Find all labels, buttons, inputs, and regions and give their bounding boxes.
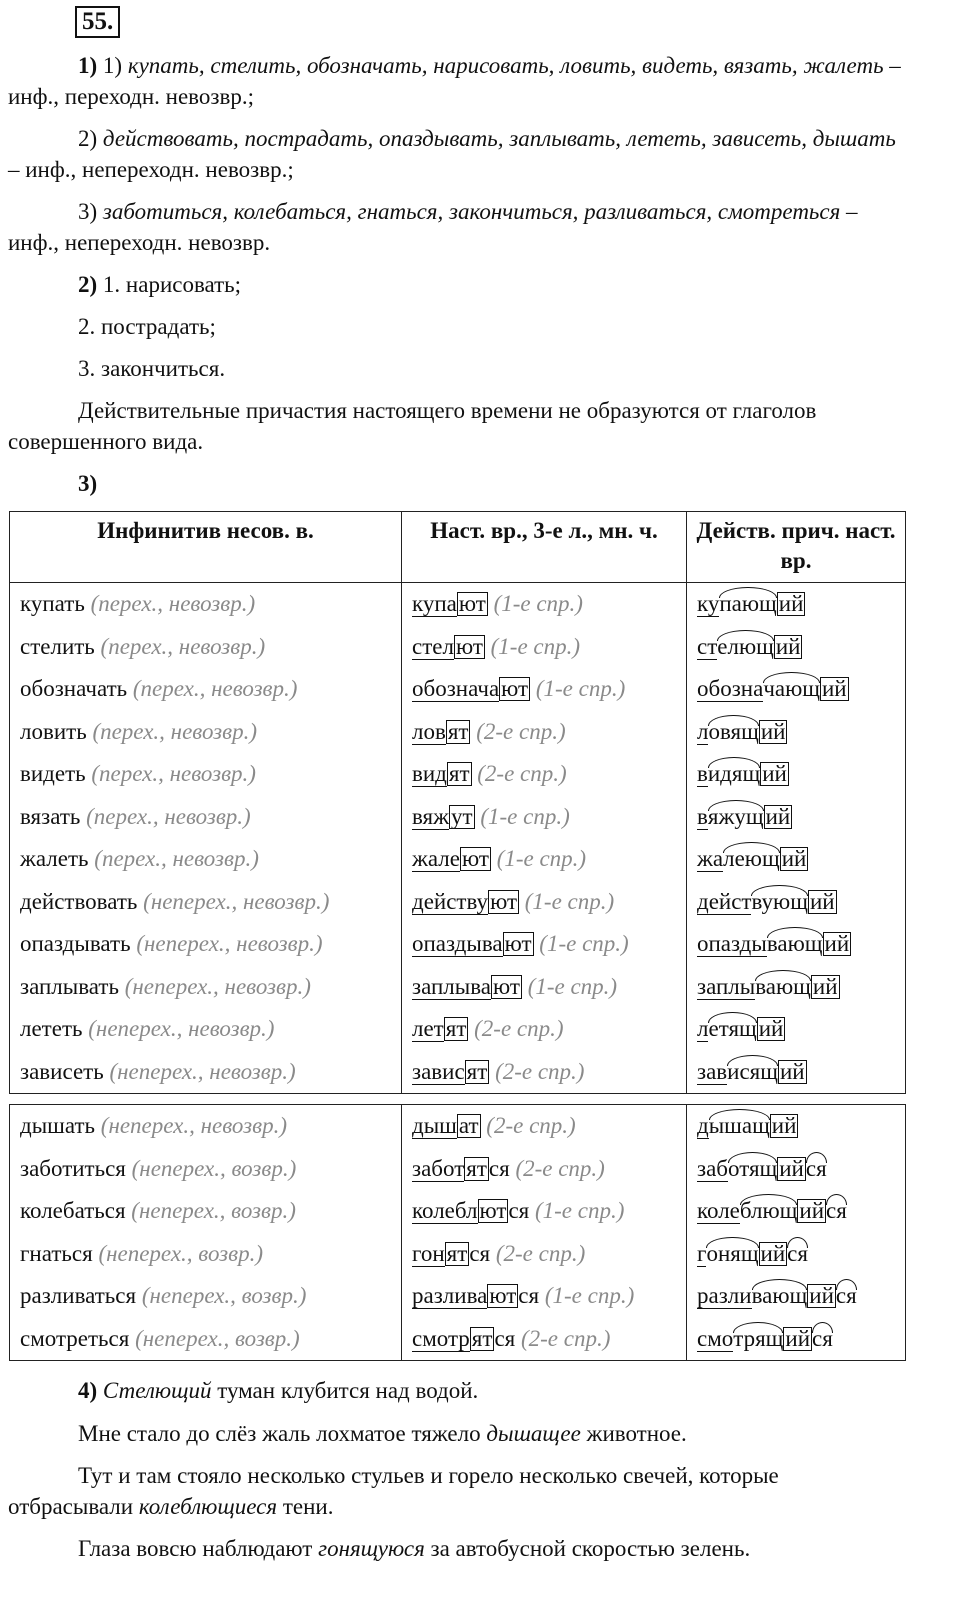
stem-part: дейст <box>697 888 752 914</box>
sentence-before: Тут и там стояло несколько стульев и горело несколько свечей, которые отбрасывали <box>8 1463 779 1519</box>
table-row-infinitive <box>20 966 401 1009</box>
sentence-participle: колеблющиеся <box>138 1494 278 1519</box>
present-form <box>412 889 519 914</box>
table-row-infinitive <box>20 1105 401 1148</box>
stem-part: л <box>697 718 709 744</box>
grammar-note: (перех., невозвр.) <box>90 591 256 616</box>
table-row-infinitive <box>20 1008 401 1051</box>
table-row-present <box>412 711 686 754</box>
present-form <box>412 761 472 786</box>
table-header-row <box>10 512 906 583</box>
grammar-note: (неперех., возвр.) <box>131 1155 297 1181</box>
postfix-arc: ся <box>787 1233 808 1276</box>
ending-box: ий <box>779 1058 805 1084</box>
stem-part: жа <box>697 846 724 871</box>
stem-part: опазды <box>697 931 767 956</box>
ending-box: ат <box>458 1113 479 1138</box>
table-row-present <box>412 1008 686 1051</box>
infinitive-word: ловить <box>20 718 87 744</box>
participle-form <box>697 1113 798 1138</box>
present-form <box>412 804 475 829</box>
suffix-arc: вающ <box>767 923 823 966</box>
table-row-infinitive <box>20 1275 401 1318</box>
conjugation-note: (2-е спр.) <box>474 1016 564 1041</box>
conjugation-note: (1-е спр.) <box>524 888 615 914</box>
postfix-arc: ся <box>836 1275 857 1318</box>
present-form <box>412 846 491 871</box>
ending-box: ят <box>447 718 469 744</box>
table-row-infinitive <box>20 1051 401 1094</box>
table-row-infinitive <box>20 583 401 626</box>
table-row-participle <box>697 838 905 881</box>
postfix-part: ся <box>508 1198 530 1223</box>
header-participle: Действ. прич. наст. вр. <box>687 512 906 583</box>
grammar-note: (перех., невозвр.) <box>100 633 266 659</box>
postfix-part: ся <box>469 1240 491 1266</box>
participle-form <box>697 676 849 701</box>
sentence-after: за автобусной скоростью зелень. <box>424 1536 751 1561</box>
present-form <box>412 634 485 659</box>
infinitive-word: колебаться <box>20 1198 126 1223</box>
table-row-participle <box>697 966 905 1009</box>
participle-form <box>697 889 837 914</box>
conjugation-note: (2-е спр.) <box>477 761 567 786</box>
header-infinitive: Инфинитив несов. в. <box>10 512 402 583</box>
stem-part: заб <box>697 1155 728 1181</box>
table-row-participle <box>697 881 905 924</box>
sentence-before: Мне стало до слёз жаль лохматое тяжело <box>78 1421 487 1446</box>
stem-part: в <box>697 803 708 829</box>
infinitive-word: опаздывать <box>20 931 131 956</box>
ending-box: ят <box>446 1240 468 1266</box>
stem-part: обозна <box>697 676 764 701</box>
table-row-participle <box>697 1318 905 1361</box>
table-row-present <box>412 923 686 966</box>
stem-part: вяж <box>412 803 450 829</box>
stem-part: жале <box>412 846 460 871</box>
ending-box: ий <box>760 1240 786 1266</box>
participle-form <box>697 1059 807 1084</box>
infinitive-word: заплывать <box>20 973 119 999</box>
table-row-infinitive <box>20 668 401 711</box>
table-row-participle <box>697 1233 905 1276</box>
table-row-participle <box>697 1105 905 1148</box>
suffix-arc: ышащ <box>709 1105 770 1148</box>
sentence-before: Глаза вовсю наблюдают <box>78 1536 319 1561</box>
part2-item3 <box>8 353 908 384</box>
stem-part: ку <box>697 591 720 616</box>
ending-box: ий <box>771 1113 797 1138</box>
stem-part: заплы <box>697 973 756 999</box>
suffix-arc: пающ <box>719 583 776 626</box>
conjugation-note: (1-е спр.) <box>539 931 629 956</box>
present-form <box>412 1198 529 1223</box>
stem-part: л <box>697 1016 709 1041</box>
part1-label: 1) <box>78 53 98 78</box>
part4-sentence4 <box>8 1533 908 1564</box>
postfix-part: ся <box>518 1283 540 1308</box>
ending-box: ют <box>490 888 517 914</box>
participle-form <box>697 1241 808 1266</box>
part3-label: 3) <box>78 471 98 496</box>
grammar-note: (неперех., невозвр.) <box>100 1113 287 1138</box>
table-row-infinitive <box>20 838 401 881</box>
suffix-arc: чающ <box>763 668 820 711</box>
stem-part: смотр <box>412 1325 470 1351</box>
part2-item: 3. закончиться. <box>78 356 226 381</box>
present-column <box>402 1105 687 1361</box>
sentence-participle: гонящуюся <box>318 1536 425 1561</box>
infinitive-word: зависеть <box>20 1058 104 1084</box>
table-row-infinitive <box>20 1233 401 1276</box>
ending-box: ий <box>762 761 787 786</box>
group-note: – инф., непереходн. невозвр.; <box>8 157 294 182</box>
table-row-present <box>412 1105 686 1148</box>
ending-box: ют <box>455 633 483 659</box>
infinitive-word: стелить <box>20 633 95 659</box>
ending-box: ют <box>504 931 532 956</box>
present-form <box>412 931 534 956</box>
infinitive-word: разливаться <box>20 1283 137 1308</box>
group-note: – инф., непереходн. невозвр. <box>8 199 858 255</box>
present-form <box>412 719 470 744</box>
table-row-participle <box>697 1051 905 1094</box>
part2-conclusion: Действительные причастия настоящего времени не образуются от глаголов совершенного вида. <box>8 398 817 454</box>
suffix-arc: овящ <box>708 711 758 754</box>
postfix-part: ся <box>494 1325 516 1351</box>
infinitive-word: лететь <box>20 1016 83 1041</box>
ending-box: ят <box>445 1016 467 1041</box>
ending-box: ют <box>501 676 529 701</box>
conjugation-note: (1-е спр.) <box>490 633 581 659</box>
stem-part: смо <box>697 1325 734 1351</box>
ending-box: ют <box>458 591 486 616</box>
participle-form <box>697 846 808 871</box>
conjugation-note: (2-е спр.) <box>476 718 566 744</box>
stem-part: завис <box>412 1058 465 1084</box>
conjugation-note: (2-е спр.) <box>520 1325 611 1351</box>
table-row-present <box>412 1051 686 1094</box>
suffix-arc: леющ <box>723 838 780 881</box>
ending-box: ий <box>812 973 838 999</box>
suffix-arc: исящ <box>727 1051 778 1094</box>
grammar-note: (неперех., невозвр.) <box>124 973 311 999</box>
ending-box: ий <box>779 1155 804 1181</box>
table-row-infinitive <box>20 1148 401 1191</box>
stem-part: лов <box>412 718 446 744</box>
suffix-arc: отящ <box>728 1148 777 1191</box>
table-row-present <box>412 796 686 839</box>
infinitive-word: вязать <box>20 803 81 829</box>
table-row-participle <box>697 1275 905 1318</box>
table-row-infinitive <box>20 796 401 839</box>
stem-part: заплыва <box>412 973 491 999</box>
present-column <box>402 583 687 1094</box>
present-form <box>412 974 522 999</box>
conjugation-note: (1-е спр.) <box>535 676 626 701</box>
part4-sentence3 <box>8 1460 908 1522</box>
infinitive-column <box>10 583 402 1094</box>
table-row-present <box>412 753 686 796</box>
table-row-infinitive <box>20 711 401 754</box>
suffix-arc: блющ <box>740 1190 798 1233</box>
participle-form <box>697 719 787 744</box>
table-row-infinitive <box>20 881 401 924</box>
table-row-infinitive <box>20 1190 401 1233</box>
infinitive-word: заботиться <box>20 1155 126 1181</box>
table-row-present <box>412 1233 686 1276</box>
part4-sentence1 <box>8 1375 908 1406</box>
group-verbs: заботиться, колебаться, гнаться, закончиться, разливаться, смотреться <box>102 199 841 224</box>
postfix-arc: ся <box>806 1148 827 1191</box>
ending-box: ий <box>758 1016 784 1041</box>
table-row-infinitive <box>20 923 401 966</box>
conjugation-table-2 <box>9 1104 906 1361</box>
table-row-present <box>412 1190 686 1233</box>
ending-box: ий <box>809 1283 834 1308</box>
stem-part: опаздыва <box>412 931 503 956</box>
grammar-note: (неперех., возвр.) <box>141 1283 307 1308</box>
ending-box: ий <box>799 1198 825 1223</box>
table-row-present <box>412 1318 686 1361</box>
group-note: – инф., переходн. невозвр.; <box>8 53 901 109</box>
part2-item2 <box>8 311 908 342</box>
stem-part: в <box>697 761 708 786</box>
sentence-participle: Стелющий <box>102 1378 212 1403</box>
suffix-arc: идящ <box>708 753 760 796</box>
table-row-present <box>412 668 686 711</box>
present-form <box>412 676 530 701</box>
grammar-note: (неперех., невозвр.) <box>143 888 330 914</box>
participle-form <box>697 591 805 616</box>
conjugation-note: (1-е спр.) <box>496 846 587 871</box>
infinitive-column <box>10 1105 402 1361</box>
conjugation-note: (2-е спр.) <box>495 1058 585 1084</box>
ending-box: ют <box>489 1283 517 1308</box>
ending-box: ут <box>451 803 473 829</box>
ending-box: ят <box>466 1058 488 1084</box>
participle-form <box>697 1156 827 1181</box>
table-row-infinitive <box>20 1318 401 1361</box>
present-form <box>412 1059 489 1084</box>
table-row-participle <box>697 1008 905 1051</box>
grammar-note: (неперех., невозвр.) <box>88 1016 275 1041</box>
table-row-present <box>412 1148 686 1191</box>
ending-box: ий <box>765 803 791 829</box>
part1-group3 <box>8 196 908 258</box>
exercise-number: 55. <box>75 6 120 38</box>
stem-part: купа <box>412 591 457 616</box>
table-row-participle <box>697 626 905 669</box>
grammar-note: (неперех., возвр.) <box>131 1198 296 1223</box>
suffix-arc: вующ <box>751 881 807 924</box>
participle-form <box>697 1326 833 1351</box>
group-verbs: купать, стелить, обозначать, нарисовать, ловить, видеть, вязать, жалеть <box>127 53 884 78</box>
stem-part: г <box>697 1240 707 1266</box>
sentence-after: туман клубится над водой. <box>211 1378 479 1403</box>
part1-group1 <box>8 50 908 112</box>
ending-box: ий <box>760 718 786 744</box>
present-form <box>412 1156 510 1181</box>
present-form <box>412 1283 539 1308</box>
table-row-participle <box>697 796 905 839</box>
stem-part: зав <box>697 1058 728 1084</box>
participle-form <box>697 1198 847 1223</box>
header-present: Наст. вр., 3-е л., мн. ч. <box>402 512 687 583</box>
table-row-present <box>412 966 686 1009</box>
grammar-note: (перех., невозвр.) <box>94 846 259 871</box>
participle-form <box>697 804 792 829</box>
participle-form <box>697 634 802 659</box>
table-row-participle <box>697 1148 905 1191</box>
group-number: 1) <box>102 53 123 78</box>
table-row-participle <box>697 583 905 626</box>
participle-form <box>697 1283 857 1308</box>
conjugation-table-1 <box>9 511 906 1094</box>
present-form <box>412 591 488 616</box>
participle-form <box>697 761 789 786</box>
table-row-present <box>412 838 686 881</box>
table-row-participle <box>697 1190 905 1233</box>
ending-box: ят <box>471 1325 493 1351</box>
ending-box: ий <box>785 1325 811 1351</box>
ending-box: ют <box>462 846 489 871</box>
participle-form <box>697 931 851 956</box>
part2-label: 2) <box>78 272 98 297</box>
table-row-participle <box>697 753 905 796</box>
conjugation-note: (1-е спр.) <box>527 973 618 999</box>
table-row-infinitive <box>20 753 401 796</box>
ending-box: ий <box>775 633 801 659</box>
infinitive-word: гнаться <box>20 1240 93 1266</box>
ending-box: ий <box>824 931 850 956</box>
stem-part: коле <box>697 1198 740 1223</box>
stem-part: разли <box>697 1283 752 1308</box>
infinitive-word: смотреться <box>20 1325 130 1351</box>
part4-sentence2 <box>8 1418 908 1449</box>
table-row-present <box>412 881 686 924</box>
stem-part: забот <box>412 1155 465 1181</box>
grammar-note: (перех., невозвр.) <box>86 803 251 829</box>
present-form <box>412 1241 490 1266</box>
sentence-participle: дышащее <box>486 1421 581 1446</box>
grammar-note: (неперех., возвр.) <box>98 1240 264 1266</box>
grammar-note: (перех., невозвр.) <box>91 761 256 786</box>
present-form <box>412 1016 468 1041</box>
present-form <box>412 1326 515 1351</box>
participle-column <box>687 1105 906 1361</box>
part4-label: 4) <box>78 1378 98 1403</box>
table-row-present <box>412 1275 686 1318</box>
suffix-arc: вающ <box>752 1275 808 1318</box>
postfix-part: ся <box>488 1155 510 1181</box>
part2-item: 1. нарисовать; <box>102 272 242 297</box>
suffix-arc: трящ <box>733 1318 783 1361</box>
group-number: 2) <box>78 126 98 151</box>
table-row-participle <box>697 923 905 966</box>
infinitive-word: купать <box>20 591 85 616</box>
table-row-participle <box>697 711 905 754</box>
grammar-note: (неперех., невозвр.) <box>136 931 323 956</box>
group-verbs: действовать, пострадать, опаздывать, заплывать, лететь, зависеть, дышать <box>102 126 896 151</box>
conjugation-note: (2-е спр.) <box>486 1113 576 1138</box>
table-row-participle <box>697 668 905 711</box>
grammar-note: (неперех., возвр.) <box>135 1325 300 1351</box>
infinitive-word: видеть <box>20 761 86 786</box>
grammar-note: (перех., невозвр.) <box>132 676 298 701</box>
infinitive-word: жалеть <box>20 846 89 871</box>
suffix-arc: вающ <box>755 966 811 1009</box>
ending-box: ют <box>493 973 520 999</box>
participle-column <box>687 583 906 1094</box>
stem-part: колебл <box>412 1198 478 1223</box>
stem-part: дыш <box>412 1113 457 1138</box>
infinitive-word: действовать <box>20 888 138 914</box>
part1-group2 <box>8 123 908 185</box>
stem-part: разлива <box>412 1283 488 1308</box>
stem-part: вид <box>412 761 447 786</box>
stem-part: гон <box>412 1240 445 1266</box>
conjugation-note: (2-е спр.) <box>515 1155 605 1181</box>
stem-part: обознача <box>412 676 500 701</box>
suffix-arc: яжущ <box>708 796 764 839</box>
grammar-note: (неперех., невозвр.) <box>109 1058 296 1084</box>
participle-form <box>697 974 840 999</box>
postfix-arc: ся <box>812 1318 833 1361</box>
ending-box: ят <box>466 1155 487 1181</box>
postfix-arc: ся <box>826 1190 847 1233</box>
group-number: 3) <box>78 199 98 224</box>
suffix-arc: елющ <box>717 626 774 669</box>
grammar-note: (перех., невозвр.) <box>92 718 258 744</box>
stem-part: стел <box>412 633 454 659</box>
participle-form <box>697 1016 785 1041</box>
ending-box: ий <box>781 846 807 871</box>
stem-part: д <box>697 1113 709 1138</box>
ending-box: ят <box>448 761 470 786</box>
ending-box: ий <box>778 591 804 616</box>
sentence-after: животное. <box>580 1421 687 1446</box>
table-row-present <box>412 583 686 626</box>
stem-part: ст <box>697 633 718 659</box>
present-form <box>412 1113 481 1138</box>
part2-item: 2. пострадать; <box>78 314 216 339</box>
infinitive-word: дышать <box>20 1113 96 1138</box>
stem-part: действу <box>412 888 489 914</box>
suffix-arc: етящ <box>708 1008 756 1051</box>
table-row-present <box>412 626 686 669</box>
part2-item1 <box>8 269 908 300</box>
stem-part: лет <box>412 1016 444 1041</box>
infinitive-word: обозначать <box>20 676 128 701</box>
conjugation-note: (1-е спр.) <box>544 1283 635 1308</box>
sentence-after: тени. <box>277 1494 334 1519</box>
ending-box: ют <box>479 1198 507 1223</box>
ending-box: ий <box>821 676 847 701</box>
suffix-arc: онящ <box>706 1233 758 1276</box>
conjugation-note: (2-е спр.) <box>495 1240 586 1266</box>
table-row-infinitive <box>20 626 401 669</box>
conjugation-note: (1-е спр.) <box>480 803 570 829</box>
conjugation-note: (1-е спр.) <box>534 1198 625 1223</box>
conjugation-note: (1-е спр.) <box>493 591 583 616</box>
ending-box: ий <box>809 888 835 914</box>
